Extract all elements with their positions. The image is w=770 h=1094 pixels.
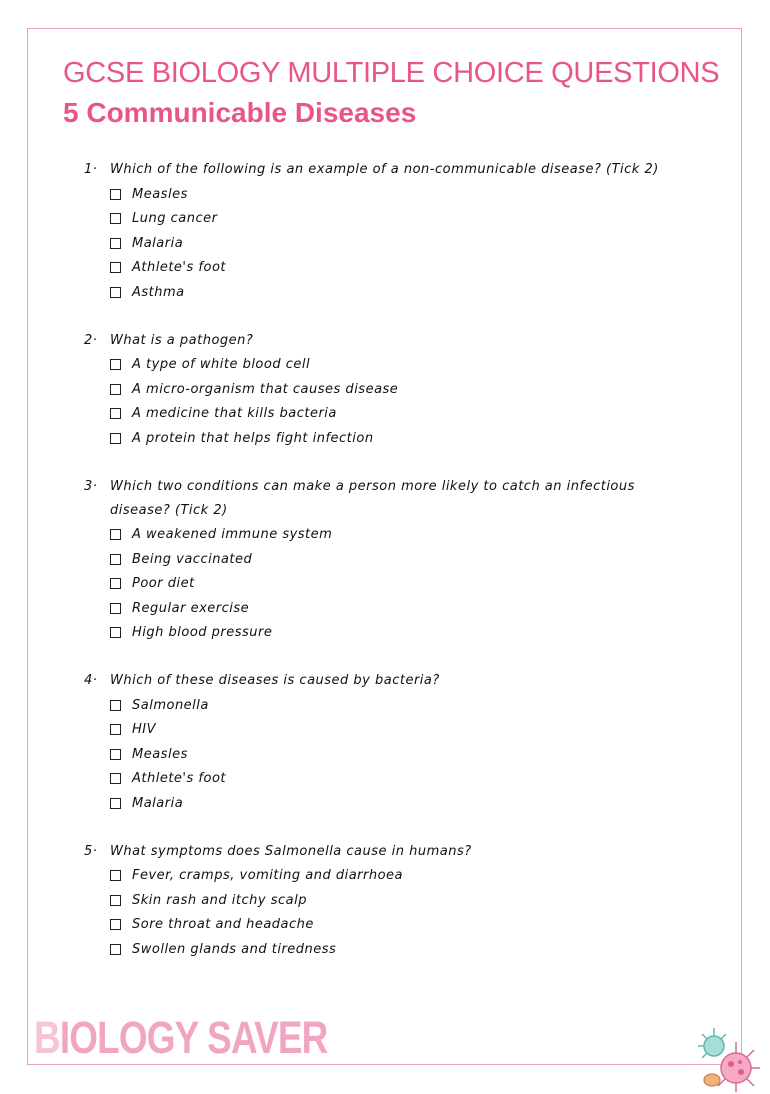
question-number: 3·: [84, 478, 98, 494]
brand-logo: [34, 1012, 327, 1064]
checkbox-icon[interactable]: [110, 384, 121, 395]
checkbox-icon[interactable]: [110, 944, 121, 955]
answer-option[interactable]: [84, 231, 684, 256]
checkbox-icon[interactable]: [110, 262, 121, 273]
checkbox-icon[interactable]: [110, 287, 121, 298]
question-number: 4·: [84, 673, 98, 688]
answer-option[interactable]: [84, 767, 684, 792]
question-text: [84, 840, 684, 864]
answer-option[interactable]: [84, 913, 684, 938]
answer-option[interactable]: [84, 280, 684, 305]
checkbox-icon[interactable]: [110, 724, 121, 735]
answer-option-label: Skin rash and itchy scalp: [132, 892, 307, 908]
answer-option-label: Swollen glands and tiredness: [132, 941, 337, 957]
checkbox-icon[interactable]: [110, 213, 121, 224]
answer-option-label: Measles: [132, 746, 188, 762]
answer-option[interactable]: [84, 791, 684, 816]
checkbox-icon[interactable]: [110, 603, 121, 614]
answer-option[interactable]: [84, 182, 684, 207]
answer-option-label: Athlete's foot: [132, 771, 226, 787]
question-line: What symptoms does Salmonella cause in humans?: [110, 843, 472, 859]
answer-option-label: A type of white blood cell: [132, 357, 311, 373]
checkbox-icon[interactable]: [110, 238, 121, 249]
checkbox-icon[interactable]: [110, 433, 121, 444]
checkbox-icon[interactable]: [110, 529, 121, 540]
answer-option-label: High blood pressure: [132, 625, 273, 641]
answer-option[interactable]: [84, 256, 684, 281]
checkbox-icon[interactable]: [110, 578, 121, 589]
answer-option[interactable]: [84, 402, 684, 427]
page-title: GCSE BIOLOGY MULTIPLE CHOICE QUESTIONS: [63, 57, 720, 89]
answer-option[interactable]: [84, 426, 684, 451]
virus-icon: [690, 1024, 764, 1094]
question-2: [84, 329, 684, 451]
answer-option[interactable]: [84, 693, 684, 718]
answer-option-label: Regular exercise: [132, 600, 250, 616]
brand-logo-text: IOLOGY SAVER: [59, 1012, 328, 1063]
checkbox-icon[interactable]: [110, 627, 121, 638]
checkbox-icon[interactable]: [110, 749, 121, 760]
question-3: [84, 475, 684, 646]
question-number: 2·: [84, 332, 98, 348]
question-line: disease? (Tick 2): [110, 502, 228, 518]
question-text: [84, 329, 684, 353]
answer-option[interactable]: [84, 621, 684, 646]
brand-logo-initial: B: [34, 1012, 60, 1063]
answer-option-label: Measles: [132, 186, 188, 202]
answer-option-label: Being vaccinated: [132, 551, 253, 567]
question-line: Which of the following is an example of a non-communicable disease? (Tick 2): [110, 162, 659, 177]
answer-option[interactable]: [84, 572, 684, 597]
answer-option[interactable]: [84, 353, 684, 378]
answer-option[interactable]: [84, 377, 684, 402]
checkbox-icon[interactable]: [110, 895, 121, 906]
question-1: [84, 158, 684, 305]
checkbox-icon[interactable]: [110, 919, 121, 930]
question-text: [84, 499, 684, 523]
answer-option[interactable]: [84, 864, 684, 889]
checkbox-icon[interactable]: [110, 359, 121, 370]
checkbox-icon[interactable]: [110, 554, 121, 565]
answer-option-label: Poor diet: [132, 576, 195, 592]
answer-option-label: HIV: [132, 722, 157, 738]
question-line: What is a pathogen?: [110, 332, 254, 348]
answer-option-label: Malaria: [132, 235, 184, 251]
answer-option[interactable]: [84, 523, 684, 548]
answer-option-label: A protein that helps fight infection: [132, 430, 374, 446]
checkbox-icon[interactable]: [110, 408, 121, 419]
answer-option-label: A micro-organism that causes disease: [132, 381, 399, 397]
checkbox-icon[interactable]: [110, 773, 121, 784]
answer-option-label: A weakened immune system: [132, 527, 333, 543]
question-4: [84, 669, 684, 816]
answer-option[interactable]: [84, 207, 684, 232]
question-list: [84, 158, 684, 986]
answer-option[interactable]: [84, 718, 684, 743]
answer-option-label: Athlete's foot: [132, 260, 226, 276]
page-subtitle: 5 Communicable Diseases: [63, 97, 417, 128]
answer-option-label: A medicine that kills bacteria: [132, 406, 337, 422]
question-line: Which two conditions can make a person more likely to catch an infectious: [110, 478, 635, 494]
answer-option[interactable]: [84, 888, 684, 913]
answer-option-label: Lung cancer: [132, 211, 218, 227]
question-text: [84, 475, 684, 499]
answer-option-label: Sore throat and headache: [132, 917, 314, 933]
question-number: 1·: [84, 162, 98, 177]
question-line: Which of these diseases is caused by bacteria?: [110, 673, 440, 688]
answer-option[interactable]: [84, 596, 684, 621]
question-5: [84, 840, 684, 962]
question-text: [84, 158, 684, 182]
question-number: 5·: [84, 843, 98, 859]
answer-option[interactable]: [84, 547, 684, 572]
answer-option[interactable]: [84, 742, 684, 767]
checkbox-icon[interactable]: [110, 700, 121, 711]
checkbox-icon[interactable]: [110, 870, 121, 881]
answer-option-label: Asthma: [132, 284, 185, 300]
answer-option-label: Malaria: [132, 795, 184, 811]
answer-option-label: Salmonella: [132, 697, 209, 713]
answer-option-label: Fever, cramps, vomiting and diarrhoea: [132, 868, 404, 884]
answer-option[interactable]: [84, 937, 684, 962]
question-text: [84, 669, 684, 693]
checkbox-icon[interactable]: [110, 798, 121, 809]
checkbox-icon[interactable]: [110, 189, 121, 200]
